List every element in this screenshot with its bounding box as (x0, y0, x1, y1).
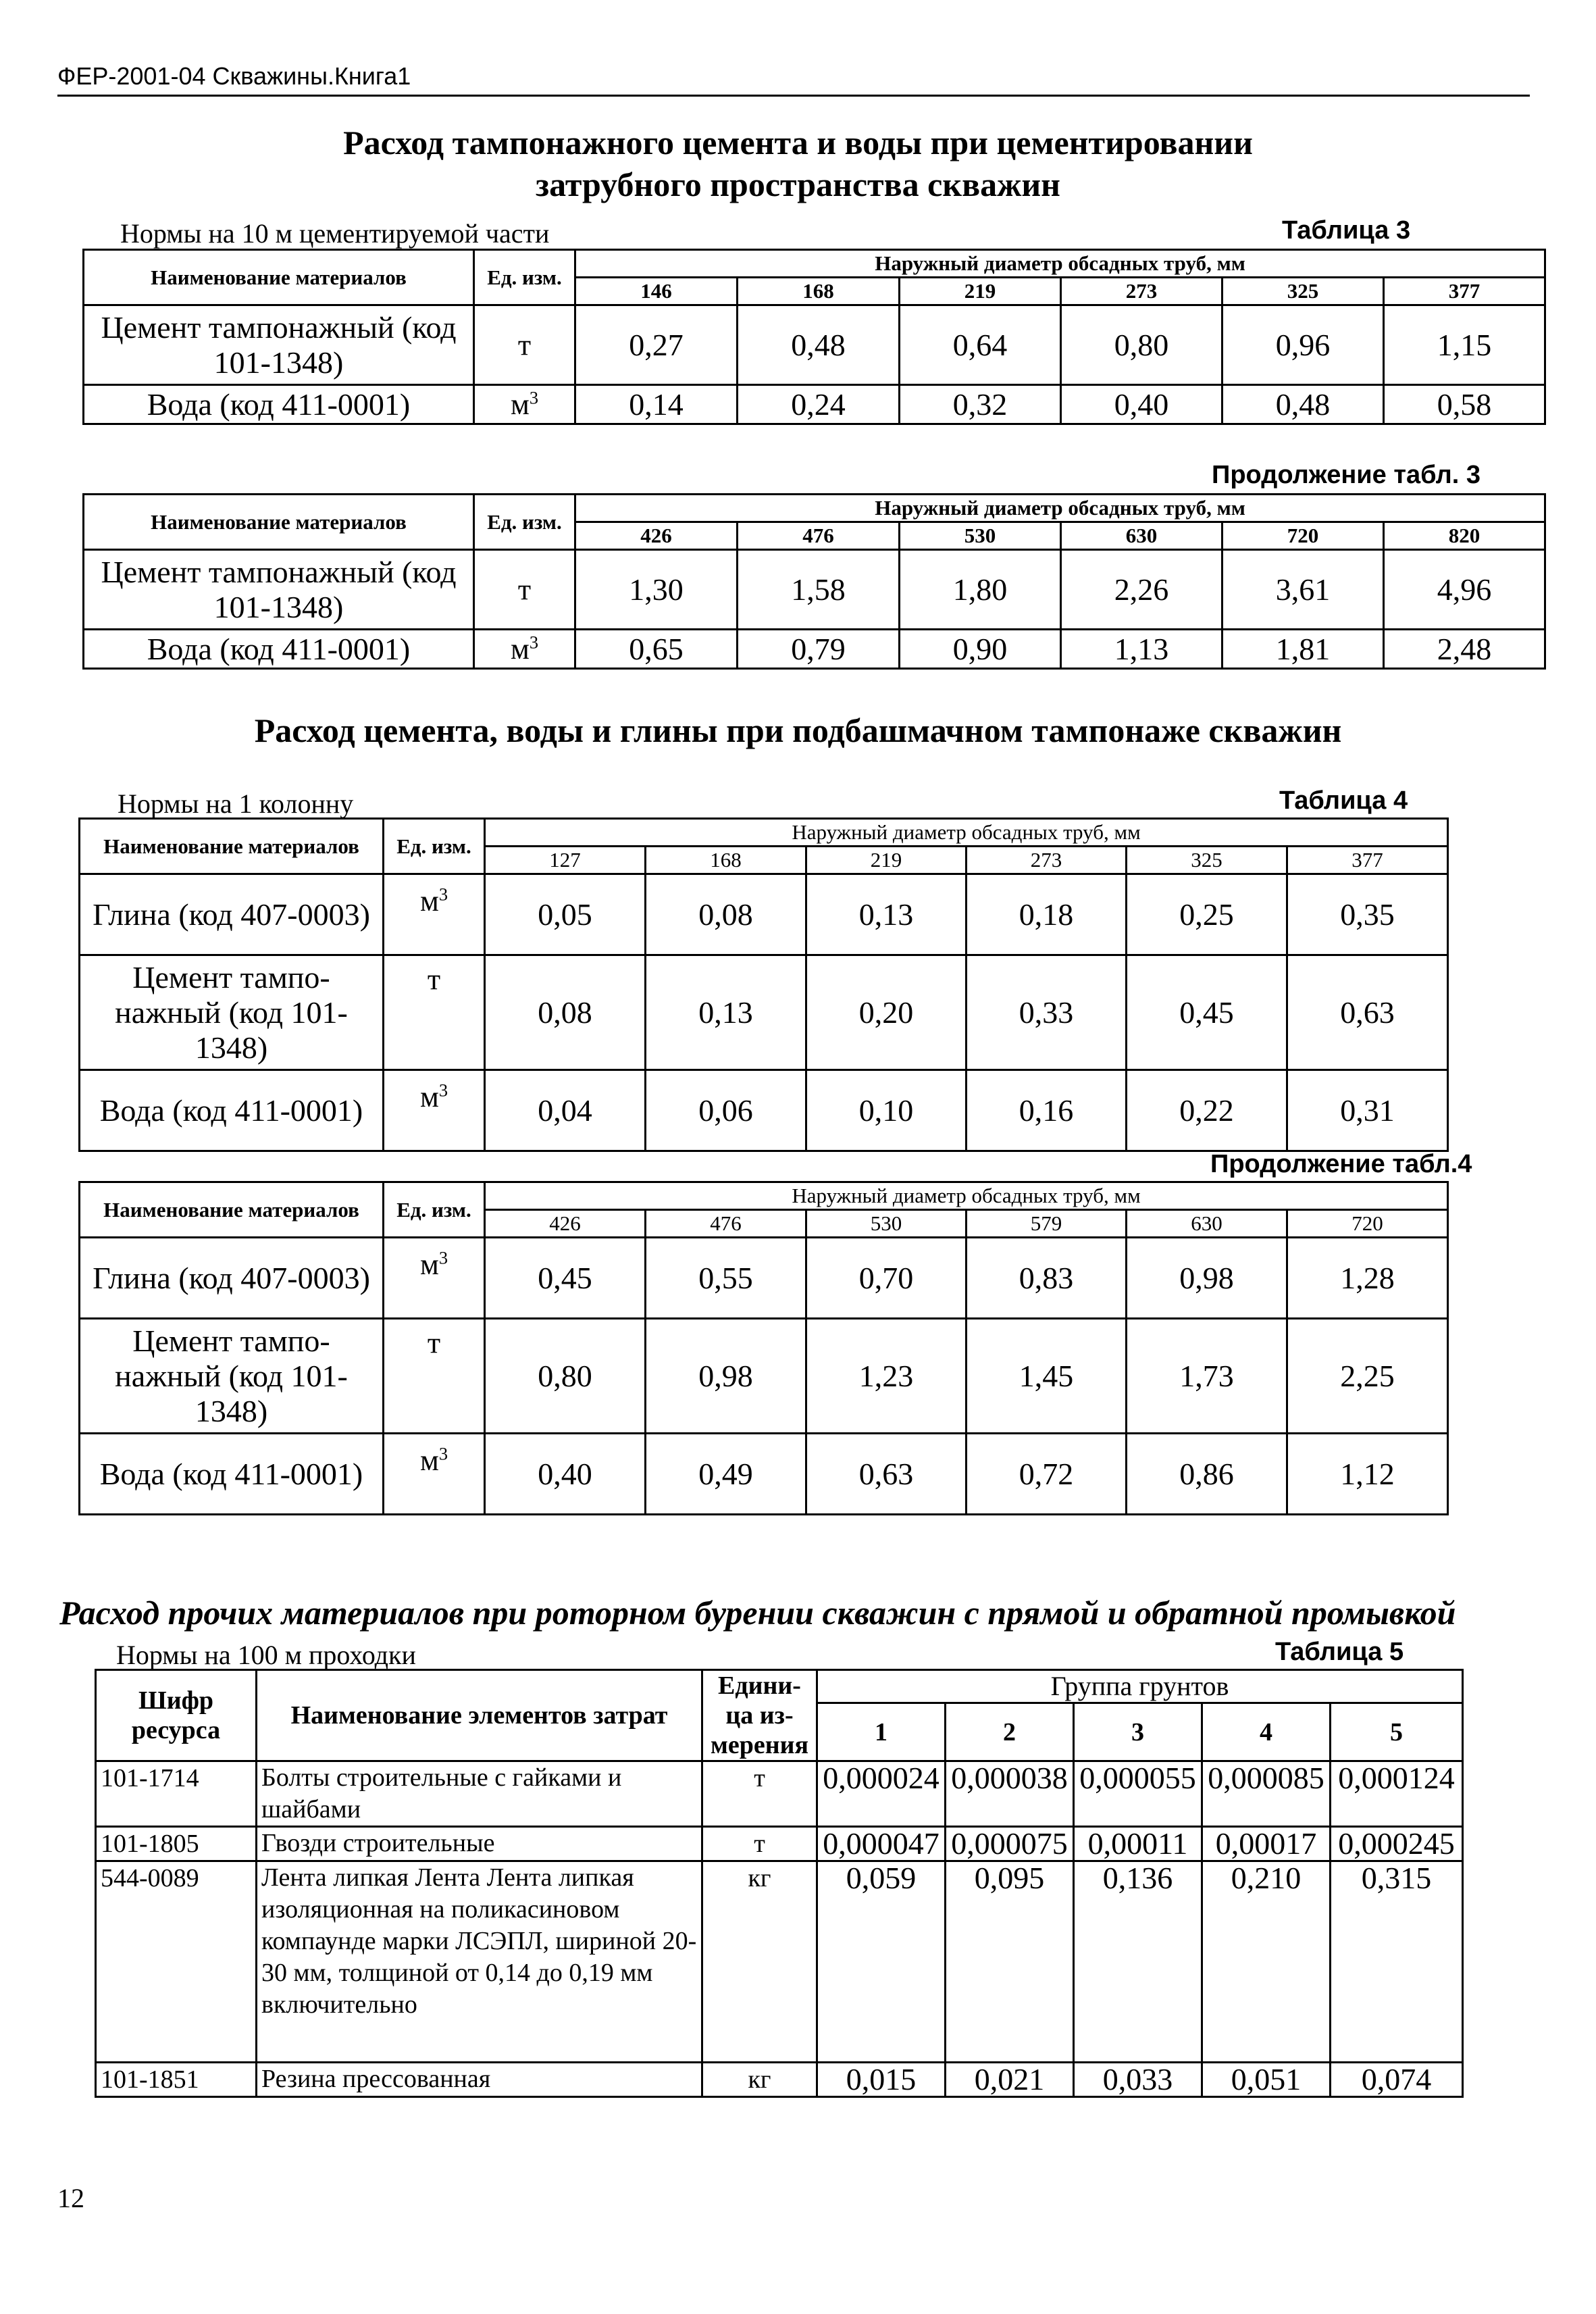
value-cell: 0,000024 (817, 1761, 946, 1827)
value-cell: 0,14 (575, 385, 738, 424)
value-cell: 0,45 (1127, 955, 1287, 1070)
material-name: Вода (код 411-0001) (84, 385, 474, 424)
cost-element-name: Лента липкая Лента Лента липкая изоляционная на поликасиновом компаунде марки ЛСЭПЛ, шириной 20-30 мм, толщиной от 0,14 до 0,19 мм включительно (257, 1861, 702, 2063)
diameter-cell: 219 (806, 847, 967, 874)
value-cell: 0,31 (1287, 1070, 1448, 1151)
value-cell: 0,45 (485, 1238, 646, 1319)
table3-label: Таблица 3 (1282, 216, 1411, 245)
group-cell: 2 (946, 1703, 1074, 1761)
value-cell: 0,70 (806, 1238, 967, 1319)
table3-continuation-label: Продолжение табл. 3 (1212, 461, 1481, 489)
value-cell: 0,16 (967, 1070, 1127, 1151)
material-name: Цемент тампо-нажный (код 101-1348) (80, 955, 384, 1070)
value-cell: 0,074 (1331, 2063, 1463, 2097)
value-cell: 1,15 (1384, 305, 1545, 385)
value-cell: 0,27 (575, 305, 738, 385)
value-cell: 0,00017 (1202, 1827, 1331, 1861)
document-header: ФЕР-2001-04 Скважины.Книга1 (57, 62, 411, 90)
table5 (95, 1669, 1464, 2098)
value-cell: 0,35 (1287, 874, 1448, 955)
value-cell: 2,48 (1384, 630, 1545, 669)
section1-norms: Нормы на 10 м цементируемой части (120, 218, 550, 249)
col-unit-header: Едини-ца из-мерения (702, 1670, 817, 1761)
table3-part1 (82, 249, 1546, 425)
cost-element-name: Гвозди строительные (257, 1827, 702, 1861)
material-unit: т (474, 550, 575, 630)
diameter-cell: 426 (485, 1210, 646, 1238)
value-cell: 0,13 (646, 955, 806, 1070)
material-name: Вода (код 411-0001) (80, 1070, 384, 1151)
value-cell: 0,06 (646, 1070, 806, 1151)
col-name-header: Наименование материалов (80, 819, 384, 874)
diameter-cell: 219 (900, 278, 1061, 305)
value-cell: 0,05 (485, 874, 646, 955)
diameter-cell: 630 (1127, 1210, 1287, 1238)
diameter-cell: 530 (806, 1210, 967, 1238)
resource-code: 544-0089 (96, 1861, 257, 2063)
table4-part2 (78, 1181, 1449, 1515)
material-unit: $м^3$ (474, 630, 575, 669)
section3-norms: Нормы на 100 м проходки (116, 1640, 416, 1670)
diameter-cell: 720 (1222, 522, 1384, 550)
value-cell: 0,000055 (1074, 1761, 1202, 1827)
material-unit: т (474, 305, 575, 385)
value-cell: 0,10 (806, 1070, 967, 1151)
group-cell: 5 (1331, 1703, 1463, 1761)
value-cell: 0,18 (967, 874, 1127, 955)
value-cell: 0,25 (1127, 874, 1287, 955)
value-cell: 1,28 (1287, 1238, 1448, 1319)
cost-unit: т (702, 1827, 817, 1861)
section1-title-line2: затрубного пространства скважин (536, 166, 1060, 203)
value-cell: 0,49 (646, 1434, 806, 1515)
cost-element-name: Болты строительные с гайками и шайбами (257, 1761, 702, 1827)
value-cell: 0,000075 (946, 1827, 1074, 1861)
value-cell: 0,000245 (1331, 1827, 1463, 1861)
value-cell: 0,32 (900, 385, 1061, 424)
value-cell: 0,000038 (946, 1761, 1074, 1827)
diameter-cell: 476 (738, 522, 900, 550)
table5-label: Таблица 5 (1275, 1638, 1404, 1666)
diameter-cell: 377 (1384, 278, 1545, 305)
diameter-cell: 168 (646, 847, 806, 874)
col-diameter-header: Наружный диаметр обсадных труб, мм (575, 250, 1545, 278)
value-cell: 1,81 (1222, 630, 1384, 669)
value-cell: 4,96 (1384, 550, 1545, 630)
diameter-cell: 530 (900, 522, 1061, 550)
value-cell: 0,48 (738, 305, 900, 385)
diameter-cell: 720 (1287, 1210, 1448, 1238)
value-cell: 0,63 (1287, 955, 1448, 1070)
cost-element-name: Резина прессованная (257, 2063, 702, 2097)
value-cell: 0,40 (1061, 385, 1222, 424)
diameter-cell: 273 (967, 847, 1127, 874)
section3-title: Расход прочих материалов при роторном бурении скважин с прямой и обратной промывкой (59, 1594, 1456, 1632)
cost-unit: т (702, 1761, 817, 1827)
value-cell: 2,26 (1061, 550, 1222, 630)
value-cell: 0,40 (485, 1434, 646, 1515)
value-cell: 0,04 (485, 1070, 646, 1151)
value-cell: 0,000047 (817, 1827, 946, 1861)
value-cell: 0,64 (900, 305, 1061, 385)
col-name-header: Наименование материалов (84, 250, 474, 305)
col-unit-header: Ед. изм. (474, 495, 575, 550)
section1-title-line1: Расход тампонажного цемента и воды при цементировании (343, 124, 1253, 161)
col-name-header: Наименование материалов (84, 495, 474, 550)
col-diameter-header: Наружный диаметр обсадных труб, мм (485, 819, 1448, 847)
value-cell: 0,13 (806, 874, 967, 955)
group-cell: 3 (1074, 1703, 1202, 1761)
material-name: Вода (код 411-0001) (80, 1434, 384, 1515)
value-cell: 0,015 (817, 2063, 946, 2097)
material-unit: т (384, 1319, 485, 1434)
value-cell: 1,73 (1127, 1319, 1287, 1434)
value-cell: 1,30 (575, 550, 738, 630)
diameter-cell: 325 (1127, 847, 1287, 874)
value-cell: 0,095 (946, 1861, 1074, 2063)
material-name: Глина (код 407-0003) (80, 874, 384, 955)
value-cell: 2,25 (1287, 1319, 1448, 1434)
diameter-cell: 146 (575, 278, 738, 305)
value-cell: 1,45 (967, 1319, 1127, 1434)
group-cell: 1 (817, 1703, 946, 1761)
col-name-header: Наименование материалов (80, 1182, 384, 1238)
col-code-header: Шифр ресурса (96, 1670, 257, 1761)
value-cell: 1,23 (806, 1319, 967, 1434)
value-cell: 3,61 (1222, 550, 1384, 630)
value-cell: 0,210 (1202, 1861, 1331, 2063)
value-cell: 1,12 (1287, 1434, 1448, 1515)
resource-code: 101-1714 (96, 1761, 257, 1827)
diameter-cell: 476 (646, 1210, 806, 1238)
material-unit: $м^3$ (384, 1434, 485, 1515)
material-unit: $м^3$ (384, 1070, 485, 1151)
material-name: Цемент тампонажный (код 101-1348) (84, 550, 474, 630)
diameter-cell: 579 (967, 1210, 1127, 1238)
cost-unit: кг (702, 2063, 817, 2097)
value-cell: 0,08 (485, 955, 646, 1070)
diameter-cell: 377 (1287, 847, 1448, 874)
col-unit-header: Ед. изм. (474, 250, 575, 305)
value-cell: 0,72 (967, 1434, 1127, 1515)
diameter-cell: 426 (575, 522, 738, 550)
diameter-cell: 630 (1061, 522, 1222, 550)
section2-title: Расход цемента, воды и глины при подбашмачном тампонаже скважин (254, 711, 1342, 749)
value-cell: 0,000085 (1202, 1761, 1331, 1827)
value-cell: 0,96 (1222, 305, 1384, 385)
value-cell: 0,000124 (1331, 1761, 1463, 1827)
table4-part1 (78, 818, 1449, 1152)
col-unit-header: Ед. изм. (384, 1182, 485, 1238)
cost-unit: кг (702, 1861, 817, 2063)
value-cell: 0,80 (485, 1319, 646, 1434)
diameter-cell: 325 (1222, 278, 1384, 305)
value-cell: 0,58 (1384, 385, 1545, 424)
page-number: 12 (57, 2183, 84, 2213)
value-cell: 1,13 (1061, 630, 1222, 669)
value-cell: 0,20 (806, 955, 967, 1070)
col-unit-header: Ед. изм. (384, 819, 485, 874)
value-cell: 0,051 (1202, 2063, 1331, 2097)
value-cell: 0,22 (1127, 1070, 1287, 1151)
value-cell: 0,136 (1074, 1861, 1202, 2063)
table4-label: Таблица 4 (1279, 786, 1408, 815)
value-cell: 0,98 (646, 1319, 806, 1434)
value-cell: 0,059 (817, 1861, 946, 2063)
material-name: Цемент тампо-нажный (код 101-1348) (80, 1319, 384, 1434)
table3-part2 (82, 493, 1546, 670)
group-cell: 4 (1202, 1703, 1331, 1761)
material-unit: т (384, 955, 485, 1070)
table4-continuation-label: Продолжение табл.4 (1210, 1150, 1472, 1178)
resource-code: 101-1851 (96, 2063, 257, 2097)
value-cell: 0,00011 (1074, 1827, 1202, 1861)
diameter-cell: 820 (1384, 522, 1545, 550)
value-cell: 0,55 (646, 1238, 806, 1319)
value-cell: 0,33 (967, 955, 1127, 1070)
diameter-cell: 168 (738, 278, 900, 305)
value-cell: 0,83 (967, 1238, 1127, 1319)
value-cell: 0,80 (1061, 305, 1222, 385)
value-cell: 0,86 (1127, 1434, 1287, 1515)
header-rule (57, 95, 1530, 97)
material-name: Вода (код 411-0001) (84, 630, 474, 669)
material-name: Цемент тампонажный (код 101-1348) (84, 305, 474, 385)
value-cell: 0,79 (738, 630, 900, 669)
col-cost-name-header: Наименование элементов затрат (257, 1670, 702, 1761)
value-cell: 1,58 (738, 550, 900, 630)
value-cell: 0,63 (806, 1434, 967, 1515)
diameter-cell: 273 (1061, 278, 1222, 305)
material-unit: $м^3$ (474, 385, 575, 424)
value-cell: 0,24 (738, 385, 900, 424)
value-cell: 0,48 (1222, 385, 1384, 424)
value-cell: 0,65 (575, 630, 738, 669)
value-cell: 0,08 (646, 874, 806, 955)
diameter-cell: 127 (485, 847, 646, 874)
value-cell: 0,315 (1331, 1861, 1463, 2063)
material-name: Глина (код 407-0003) (80, 1238, 384, 1319)
value-cell: 0,98 (1127, 1238, 1287, 1319)
value-cell: 0,033 (1074, 2063, 1202, 2097)
col-diameter-header: Наружный диаметр обсадных труб, мм (575, 495, 1545, 522)
value-cell: 0,90 (900, 630, 1061, 669)
resource-code: 101-1805 (96, 1827, 257, 1861)
section2-norms: Нормы на 1 колонну (118, 788, 354, 819)
value-cell: 1,80 (900, 550, 1061, 630)
col-group-header: Группа грунтов (817, 1670, 1463, 1703)
col-diameter-header: Наружный диаметр обсадных труб, мм (485, 1182, 1448, 1210)
material-unit: $м^3$ (384, 874, 485, 955)
value-cell: 0,021 (946, 2063, 1074, 2097)
material-unit: $м^3$ (384, 1238, 485, 1319)
